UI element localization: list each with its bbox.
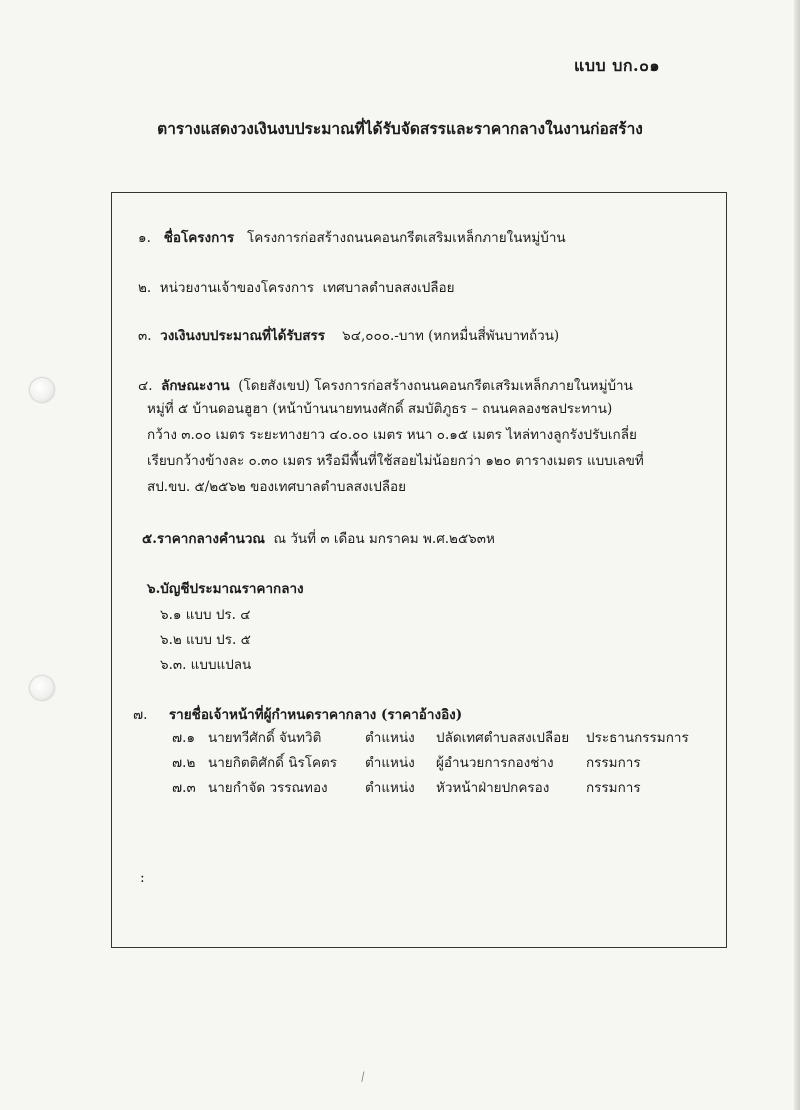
schedule-item: ๖.๓. แบบแปลน [160, 657, 252, 673]
section-label: หน่วยงานเจ้าของโครงการ [159, 280, 314, 296]
committee-name: นายทวีศักดิ์ จันทวิติ [208, 730, 322, 746]
committee-number: ๗.๓ [172, 780, 196, 796]
committee-role: ประธานกรรมการ [586, 730, 689, 746]
section-number: ๓. [138, 328, 152, 344]
trailing-colon: : [140, 870, 145, 886]
page-title: ตารางแสดงวงเงินงบประมาณที่ได้รับจัดสรรและราคากลางในงานก่อสร้าง [157, 119, 643, 138]
section-owner-agency [138, 276, 455, 298]
punch-hole [30, 676, 54, 700]
owner-agency-value: เทศบาลตำบลสงเปลือย [322, 280, 455, 296]
position-label: ตำแหน่ง [365, 730, 415, 746]
committee-position: ผู้อำนวยการกองช่าง [436, 755, 554, 771]
section-number: ๒. [138, 280, 152, 296]
punch-hole [30, 378, 54, 402]
work-description-paragraph [147, 396, 717, 500]
section-number: ๑. [138, 230, 151, 246]
section-median-price-date [142, 527, 495, 549]
section-label: วงเงินงบประมาณที่ได้รับสรร [160, 328, 325, 344]
form-code: แบบ บก.๐๑ [574, 56, 661, 75]
committee-number: ๗.๒ [172, 755, 196, 771]
section-budget [138, 324, 559, 346]
section-label: ชื่อโครงการ [163, 230, 235, 246]
position-label: ตำแหน่ง [365, 780, 415, 796]
section-label: ๕.ราคากลางคำนวณ [142, 531, 265, 547]
committee-number: ๗.๑ [172, 730, 196, 746]
work-description-line: เรียบกว้างข้างละ ๐.๓๐ เมตร หรือมีพื้นที่ใช้สอยไม่น้อยกว่า ๑๒๐ ตารางเมตร แบบเลขที่ [147, 453, 644, 469]
page-edge [794, 0, 800, 1110]
schedule-item: ๖.๒ แบบ ปร. ๕ [160, 632, 251, 648]
work-description-line: (โดยสังเขป) โครงการก่อสร้างถนนคอนกรีตเสริมเหล็กภายในหมู่บ้าน [238, 378, 633, 394]
section-work-description [138, 374, 633, 396]
section-label: รายชื่อเจ้าหน้าที่ผู้กำหนดราคากลาง (ราคาอ้างอิง) [168, 707, 463, 723]
section-project-name [138, 226, 566, 248]
section-label: ลักษณะงาน [161, 378, 230, 394]
schedule-item: ๖.๑ แบบ ปร. ๔ [160, 607, 251, 623]
section-number: ๗. [133, 707, 148, 723]
committee-role: กรรมการ [586, 780, 641, 796]
committee-role: กรรมการ [586, 755, 641, 771]
committee-position: หัวหน้าฝ่ายปกครอง [436, 780, 550, 796]
project-name-value: โครงการก่อสร้างถนนคอนกรีตเสริมเหล็กภายในหมู่บ้าน [247, 230, 566, 246]
committee-name: นายกิตติศักดิ์ นิรโคตร [208, 755, 338, 771]
median-price-date-value: ณ วันที่ ๓ เดือน มกราคม พ.ศ.๒๕๖๓ห [273, 531, 495, 547]
section-committee [133, 703, 462, 725]
committee-name: นายกำจัด วรรณทอง [208, 780, 328, 796]
content-box [111, 192, 727, 948]
pen-mark: ⁄ [359, 1070, 367, 1084]
budget-value: ๖๔,๐๐๐.-บาท (หกหมื่นสี่พันบาทถ้วน) [342, 328, 560, 344]
committee-position: ปลัดเทศตำบลสงเปลือย [436, 730, 570, 746]
section-price-schedule [147, 577, 304, 599]
work-description-line: กว้าง ๓.๐๐ เมตร ระยะทางยาว ๔๐.๐๐ เมตร หนา ๐.๑๕ เมตร ไหล่ทางลูกรังปรับเกลี่ย [147, 427, 637, 443]
work-description-line: หมู่ที่ ๕ บ้านดอนฮูฮา (หน้าบ้านนายทนงศักดิ์ สมบัติภูธร – ถนนคลองชลประทาน) [147, 401, 613, 417]
section-number: ๔. [138, 378, 153, 394]
position-label: ตำแหน่ง [365, 755, 415, 771]
section-label: ๖.บัญชีประมาณราคากลาง [147, 581, 304, 597]
work-description-line: สป.ขบ. ๕/๒๕๖๒ ของเทศบาลตำบลสงเปลือย [147, 479, 407, 495]
